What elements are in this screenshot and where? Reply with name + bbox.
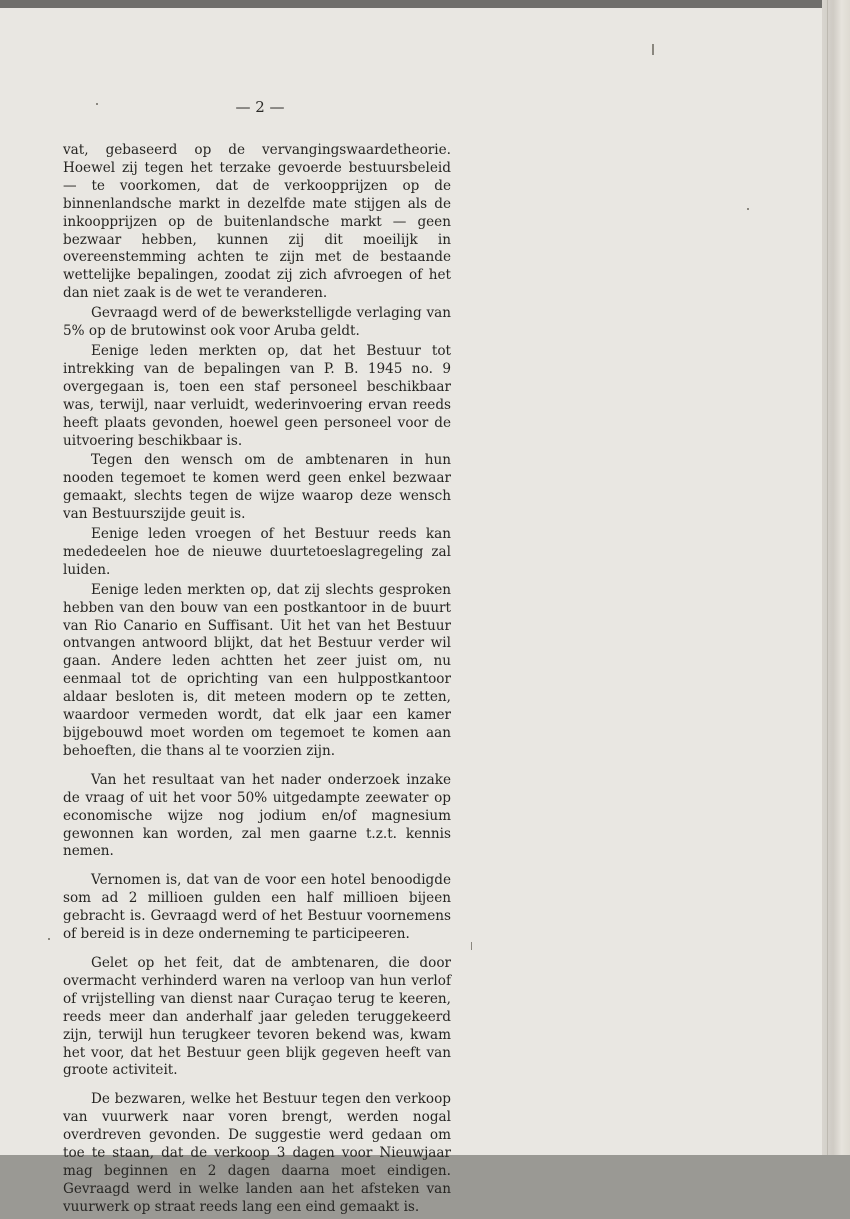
ink-mark — [652, 44, 654, 55]
paragraph: Gevraagd werd of de bewerkstelligde verlaging van 5% op de brutowinst ook voor Aruba geldt. — [63, 305, 451, 340]
ink-speck — [471, 942, 472, 950]
page-number: — 2 — — [235, 98, 285, 116]
paragraph: Gelet op het feit, dat de ambtenaren, die door overmacht verhinderd waren na verloop van hun verlof of vrijstelling van dienst naar Curaçao terug te keeren, reeds meer dan anderhalf jaar geleden teruggekeerd zijn, terwijl hun terugkeer tevoren bekend was, kwam het voor, dat het Bestuur geen blijk gegeven heeft van groote activiteit. — [63, 954, 451, 1079]
ink-speck — [96, 103, 98, 105]
scan-top-border — [0, 0, 850, 8]
ink-speck — [747, 208, 749, 210]
paragraph: De bezwaren, welke het Bestuur tegen den verkoop van vuurwerk naar voren brengt, werden nogal overdreven gevonden. De suggestie werd gedaan om toe te staan, dat de verkoop 3 dagen voor Nieuwjaar mag beginnen en 2 dagen daarna moet eindigen. Gevraagd werd in welke landen aan het afsteken van vuurwerk op straat reeds lang een eind gemaakt is. — [63, 1091, 451, 1215]
document-body — [63, 142, 451, 1219]
paragraph: Eenige leden merkten op, dat zij slechts gesproken hebben van den bouw van een postkantoor in de buurt van Rio Canario en Suffisant. Uit het van het Bestuur ontvangen antwoord blijkt, dat het Bestuur verder wil gaan. Andere leden achtten het zeer juist om, nu eenmaal tot de oprichting van een hulppostkantoor aldaar besloten is, dit meteen modern op te zetten, waardoor vermeden wordt, dat elk jaar een kamer bijgebouwd moet worden om tegemoet te komen aan behoeften, die thans al te voorzien zijn. — [63, 581, 451, 759]
page-fold-line — [827, 0, 828, 1155]
paragraph: vat, gebaseerd op de vervangingswaardetheorie. Hoewel zij tegen het terzake gevoerde bestuursbeleid — te voorkomen, dat de verkoopprijzen op de binnenlandsche markt in dezelfde mate stijgen als de inkoopprijzen op de buitenlandsche markt — geen bezwaar hebben, kunnen zij dit moeilijk in overeenstemming achten te zijn met de bestaande wettelijke bepalingen, zoodat zij zich afvroegen of het dan niet zaak is de wet te veranderen. — [63, 142, 451, 302]
paragraph: Van het resultaat van het nader onderzoek inzake de vraag of uit het voor 50% uitgedampte zeewater op economische wijze nog jodium en/of magnesium gewonnen kan worden, zal men gaarne t.z.t. kennis nemen. — [63, 771, 451, 860]
ink-speck — [48, 938, 50, 940]
paragraph: Eenige leden merkten op, dat het Bestuur tot intrekking van de bepalingen van P. B. 1945 no. 9 overgegaan is, toen een staf personeel beschikbaar was, terwijl, naar verluidt, wederinvoering ervan reeds heeft plaats gevonden, hoewel geen personeel voor de uitvoering beschikbaar is. — [63, 342, 451, 449]
paragraph: Eenige leden vroegen of het Bestuur reeds kan mededeelen hoe de nieuwe duurtetoeslagregeling zal luiden. — [63, 526, 451, 578]
paragraph: Vernomen is, dat van de voor een hotel benoodigde som ad 2 millioen gulden een half millioen bijeen gebracht is. Gevraagd werd of het Bestuur voornemens of bereid is in deze onderneming te participeeren. — [63, 872, 451, 943]
paragraph: Tegen den wensch om de ambtenaren in hun nooden tegemoet te komen werd geen enkel bezwaar gemaakt, slechts tegen de wijze waarop deze wensch van Bestuurszijde geuit is. — [63, 452, 451, 523]
